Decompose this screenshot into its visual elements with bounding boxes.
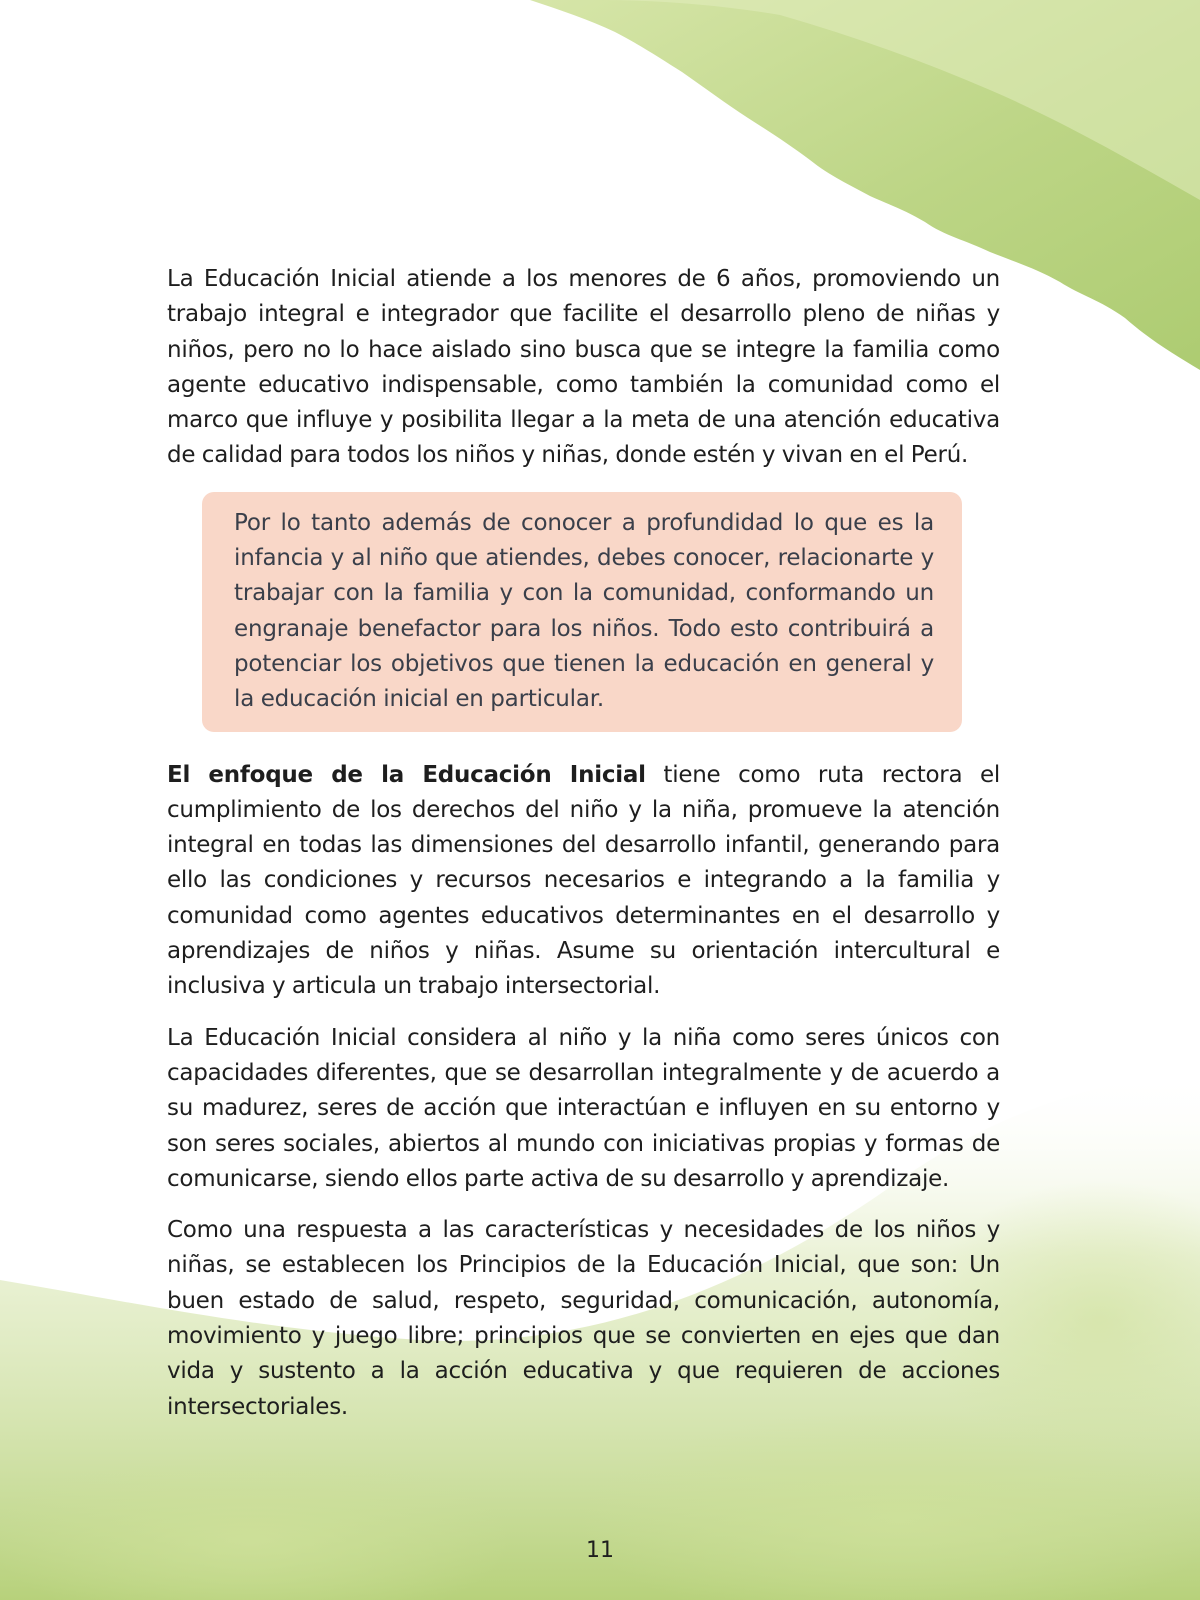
paragraph-intro: La Educación Inicial atiende a los menores de 6 años, promoviendo un trabajo integral e integrador que facilite el desarrollo pleno de niñas y niños, pero no lo hace aislado sino busca que se integre la familia como agente educativo indispensable, como también la comunidad como el marco que influye y posibilita llegar a la meta de una atención educativa de calidad para todos los niños y niñas, donde estén y vivan en el Perú. bbox=[167, 266, 1000, 469]
enfoque-heading: El enfoque de la Educación Inicial bbox=[167, 761, 646, 788]
page-number: 11 bbox=[586, 1538, 614, 1563]
page-body bbox=[167, 262, 1000, 1441]
paragraph-enfoque bbox=[167, 758, 1000, 1005]
callout-box bbox=[202, 492, 962, 732]
principios-text-start: Como una respuesta a las características y necesidades de los niños y niñas, se establecen los bbox=[167, 1217, 1000, 1279]
paragraph-considera: La Educación Inicial considera al niño y la niña como seres únicos con capacidades diferentes, que se desarrollan integralmente y de acuerdo a su madurez, seres de acción que interactúan e influyen en su entorno y son seres sociales, abiertos al mundo con iniciativas propias y formas de comunicarse, siendo ellos parte activa de su desarrollo y aprendizaje. bbox=[167, 1024, 1000, 1192]
paragraph-principios bbox=[167, 1213, 1000, 1425]
callout-text: Por lo tanto además de conocer a profundidad lo que es la infancia y al niño que atiendes, debes conocer, relacionarte y trabajar con la familia y con la comunidad, conformando un engranaje benefactor para los niños. Todo esto contribuirá a potenciar los objetivos que tienen la educación en general y la educación inicial en particular. bbox=[234, 509, 934, 713]
principios-text-end: , que son: Un buen estado de salud, respeto, seguridad, comunicación, autonomía, movimiento y juego libre; principios que se convierten en ejes que dan vida y sustento a la acción educativa y que requieren de acciones intersectoriales. bbox=[167, 1252, 1000, 1420]
enfoque-text: tiene como ruta rectora el cumplimiento de los derechos del niño y la niña, promueve la atención integral en todas las dimensiones del desarrollo infantil, generando para ello las condiciones y recursos necesarios e integrando a la familia y comunidad como agentes educativos determinantes en el desarrollo y aprendizajes de niños y niñas. Asume su orientación intercultural e inclusiva y articula un trabajo intersectorial. bbox=[167, 761, 1000, 1000]
principios-emphasis: Principios de la Educación Inicial bbox=[458, 1252, 840, 1279]
